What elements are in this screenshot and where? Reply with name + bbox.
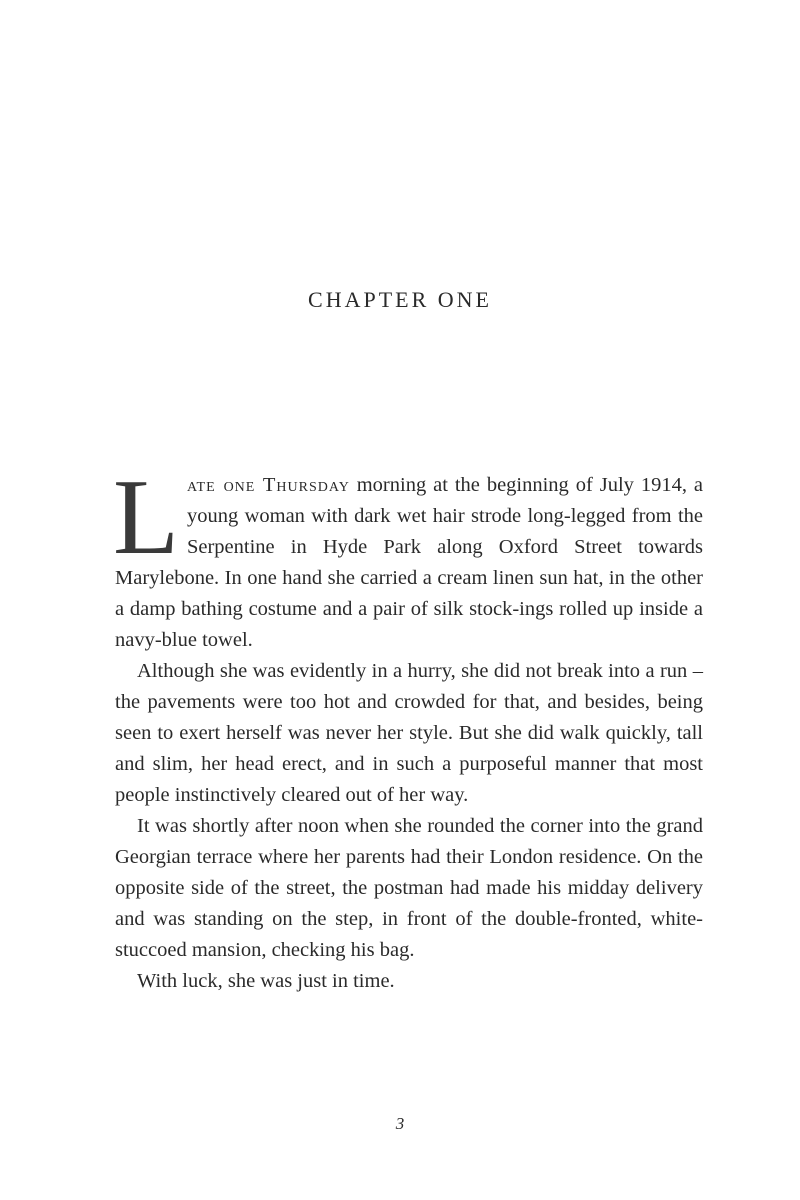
chapter-body (113, 458, 703, 997)
opening-paragraph (113, 458, 703, 656)
opening-text: morning at the beginning of July 1914, a young woman with dark wet hair strode long-legged from the Serpentine in Hyde Park along Oxford Street towards Marylebone. In one hand she carried a cream linen sun hat, in the other a damp bathing costume and a pair of silk stock-ings rolled up inside a navy-blue towel. (115, 474, 703, 651)
page-number: 3 (395, 1114, 405, 1133)
small-caps-lead: ate one Thursday (186, 474, 350, 496)
paragraph: With luck, she was just in time. (137, 970, 395, 992)
chapter-heading: CHAPTER ONE (308, 287, 492, 312)
drop-cap: L (113, 458, 179, 577)
paragraph: It was shortly after noon when she rounded the corner into the grand Georgian terrace where her parents had their London residence. On the opposite side of the street, the postman had made his midday delivery and was standing on the step, in front of the double-fronted, white-stuccoed mansion, checking his bag. (115, 815, 703, 961)
paragraph: Although she was evidently in a hurry, she did not break into a run – the pavements were too hot and crowded for that, and besides, being seen to exert herself was never her style. But she did walk quickly, tall and slim, her head erect, and in such a purposeful manner that most people instinctively cleared out of her way. (115, 660, 703, 806)
